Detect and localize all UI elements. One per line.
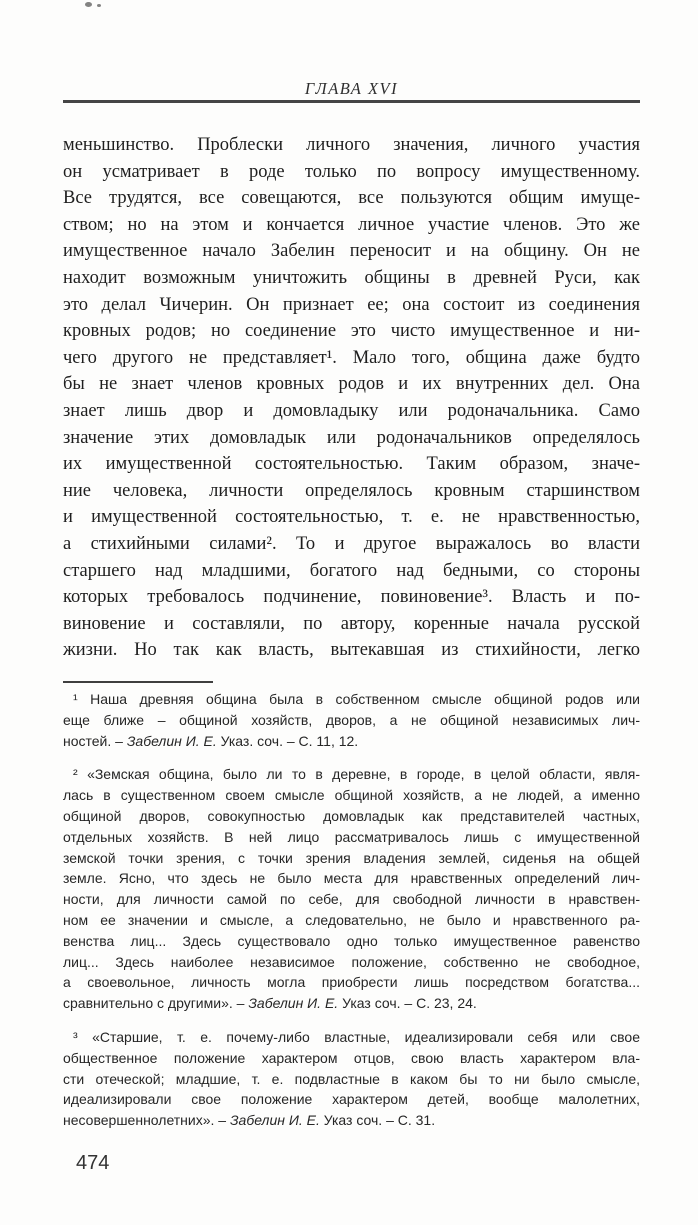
footnote-line: земской точки зрения, с точки зрения владения землей, сиденья на общей (63, 849, 640, 866)
footnote-text: ностей. – (63, 732, 127, 749)
footnote-2 (63, 764, 640, 1014)
footnote-source-italic: Забелин И. Е. (248, 995, 339, 1012)
header-rule (63, 100, 640, 103)
page-number: 474 (76, 1152, 110, 1174)
footnote-line: общиной дворов, совокупностью домовладык как представителей частных, (63, 807, 640, 824)
body-text-line: ние человека, личности определялось кровным старшинством (63, 480, 640, 501)
body-text-line: и имущественной состоятельностью, т. е. не нравственностью, (63, 507, 640, 528)
body-text-line: жизни. Но так как власть, вытекавшая из стихийности, легко (63, 640, 640, 661)
body-text-line: это делал Чичерин. Он признает ее; она состоит из соединения (63, 294, 640, 315)
footnote-line: сти отеческой; младшие, т. е. подвластные в каком бы то ни было смысле, (63, 1070, 640, 1087)
footnote-3 (63, 1027, 640, 1131)
footnote-line: ¹ Наша древняя община была в собственном смысле общиной родов или (73, 691, 640, 707)
footnote-line: лась в существенном своем смысле общиной хозяйств, а не людей, а именно (63, 787, 640, 804)
body-text-line: старшего над младшими, богатого над бедными, со стороны (63, 560, 640, 581)
footnote-line: лиц... Здесь наиболее независимое положение, собственно не свободное, (63, 953, 640, 970)
footnote-text: несовершеннолетних». – (63, 1112, 230, 1129)
body-text-line: кровных родов; но соединение это чисто имущественное и ни- (63, 321, 640, 342)
footnote-line: отдельных хозяйств. В ней лицо рассматривалось лишь с имущественной (63, 828, 640, 845)
body-text-line: ством; но на этом и кончается личное участие членов. Это же (63, 214, 640, 235)
footnote-line (63, 993, 640, 1014)
body-text-line: меньшинство. Проблески личного значения, личного участия (63, 135, 640, 155)
footnote-source-italic: Забелин И. Е. (229, 1112, 320, 1129)
body-text-line: находит возможным уничтожить общины в древней Руси, как (63, 267, 640, 288)
footnote-line: ности, для личности самой по себе, для свободной личности в нравствен- (63, 891, 640, 908)
body-text-line: чего другого не представляет¹. Мало того, община даже будто (63, 347, 640, 368)
body-text (63, 132, 640, 664)
footnote-text: сравнительно с другими». – (63, 995, 249, 1012)
footnote-text: Указ. соч. – С. 11, 12. (216, 732, 359, 749)
body-text-line: виновение и составляли, по автору, коренные начала русской (63, 613, 640, 634)
scan-speck (85, 2, 92, 7)
footnote-line (63, 1110, 640, 1131)
body-text-line: их имущественной состоятельностью. Таким образом, значе- (63, 454, 640, 475)
footnote-separator (63, 681, 213, 683)
footnote-line: земле. Ясно, что здесь не было места для нравственных определений лич- (63, 870, 640, 887)
footnote-1 (63, 689, 640, 751)
footnote-line: ² «Земская община, было ли то в деревне, в городе, в целой области, явля- (73, 766, 640, 783)
footnote-line (63, 731, 640, 752)
body-text-line: имущественное начало Забелин переносит и на общину. Он не (63, 241, 640, 262)
body-text-line: а стихийными силами². То и другое выражалось во власти (63, 533, 640, 554)
scan-speck (97, 4, 101, 7)
footnote-text: Указ соч. – С. 31. (319, 1112, 436, 1129)
footnote-line: общественное положение характером отцов, свою власть характером вла- (63, 1049, 640, 1066)
body-text-line: значение этих домовладык или родоначальников определялось (63, 427, 640, 448)
body-text-line: которых требовалось подчинение, повиновение³. Власть и по- (63, 587, 640, 608)
footnote-line: венства лиц... Здесь существовало одно только имущественное равенство (63, 932, 640, 949)
body-text-line: бы не знает членов кровных родов и их внутренних дел. Она (63, 374, 640, 395)
footnote-line: ном ее значении и смысле, а следовательно, не было и нравственного ра- (63, 911, 640, 928)
body-text-line: Все трудятся, все совещаются, все пользуются общим имуще- (63, 188, 640, 209)
chapter-running-head: ГЛАВА XVI (304, 79, 399, 98)
body-text-line: знает лишь двор и домовладыку или родоначальника. Само (63, 400, 640, 421)
footnote-line: идеализировали свое положение характером детей, вообще малолетних, (63, 1091, 640, 1108)
body-text-line: он усматривает в роде только по вопросу имущественному. (63, 161, 640, 182)
footnote-line: а своевольное, личность могла приобрести лишь посредством богатства... (63, 974, 640, 991)
footnote-source-italic: Забелин И. Е. (126, 732, 217, 749)
footnotes-block (63, 689, 640, 1144)
footnote-text: Указ соч. – С. 23, 24. (338, 995, 477, 1012)
footnote-line: ³ «Старшие, т. е. почему-либо властные, идеализировали себя или свое (73, 1028, 640, 1045)
footnote-line: еще ближе – общиной хозяйств, дворов, а не общиной независимых лич- (63, 711, 640, 728)
